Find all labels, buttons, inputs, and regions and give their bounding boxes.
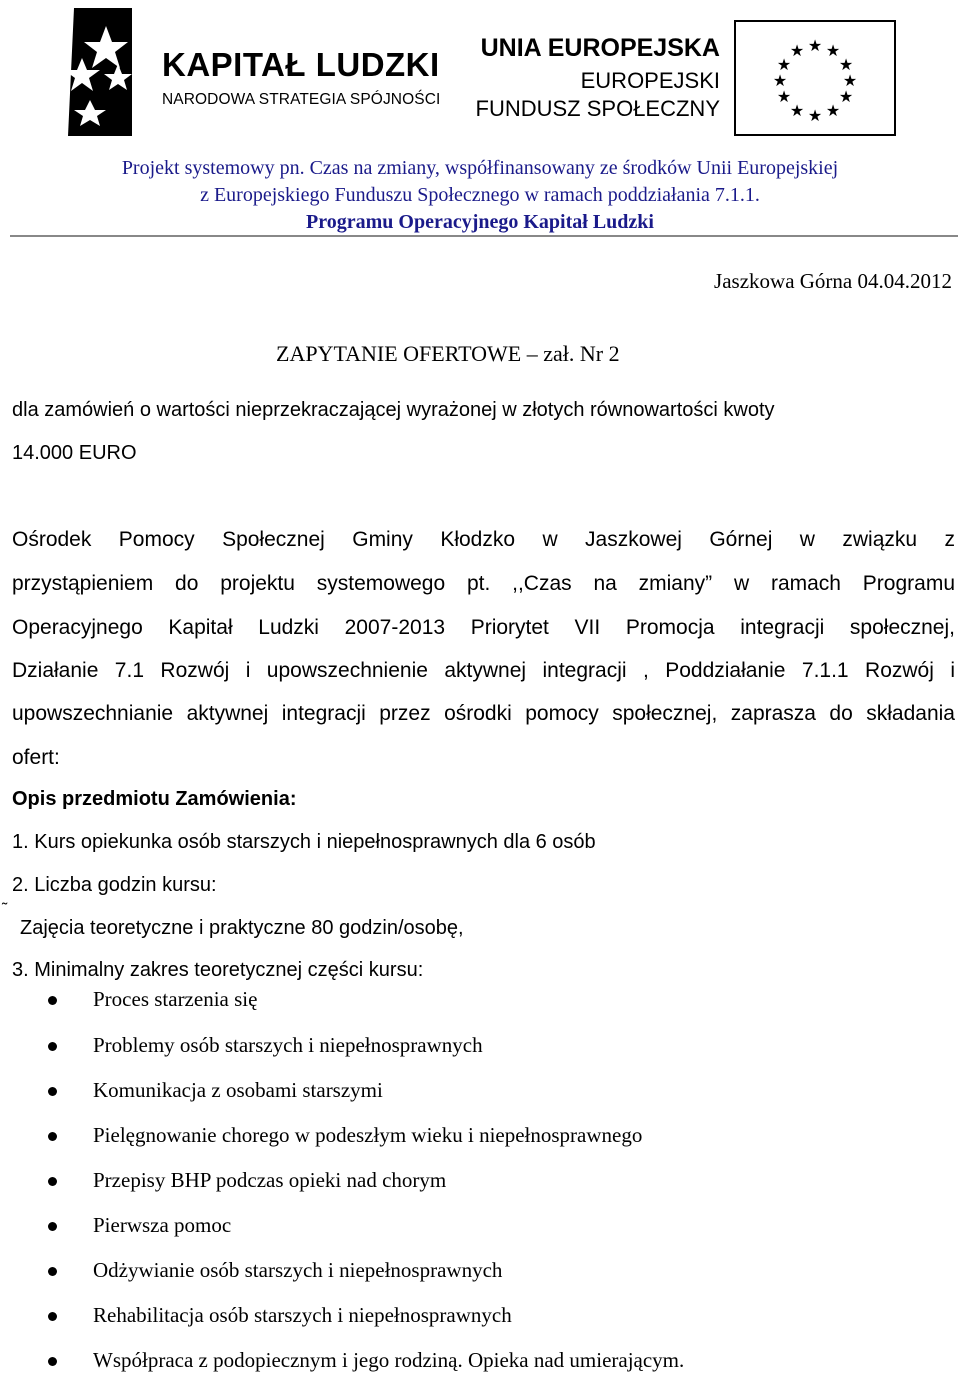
- item-3: 3. Minimalny zakres teoretycznej części kursu:: [12, 959, 424, 981]
- list-item-text: Problemy osób starszych i niepełnosprawnych: [93, 1033, 483, 1057]
- header-line-3: Programu Operacyjnego Kapitał Ludzki: [306, 211, 654, 233]
- bullet-icon: [48, 1042, 57, 1051]
- bullet-icon: [48, 1312, 57, 1321]
- svg-text:★: ★: [789, 101, 805, 120]
- list-item-text: Odżywianie osób starszych i niepełnosprawnych: [93, 1258, 503, 1282]
- kapital-ludzki-title: KAPITAŁ LUDZKI: [162, 46, 440, 83]
- svg-text:★: ★: [838, 55, 854, 74]
- subtitle-line-2: 14.000 EURO: [12, 442, 137, 464]
- svg-text:★: ★: [789, 41, 805, 60]
- svg-text:★: ★: [807, 36, 823, 55]
- intro-line-3: Operacyjnego Kapitał Ludzki 2007-2013 Priorytet VII Promocja integracji społecznej,: [12, 616, 955, 639]
- list-item-text: Komunikacja z osobami starszymi: [93, 1078, 383, 1102]
- eu-logo-line1: UNIA EUROPEJSKA: [480, 34, 720, 62]
- svg-text:★: ★: [807, 106, 823, 125]
- header-divider: [10, 235, 958, 237]
- intro-line-6: ofert:: [12, 746, 60, 769]
- place-date: Jaszkowa Górna 04.04.2012: [714, 269, 952, 293]
- list-item-text: Proces starzenia się: [93, 987, 258, 1011]
- eu-logo-line3: FUNDUSZ SPOŁECZNY: [475, 96, 720, 121]
- list-item-text: Pielęgnowanie chorego w podeszłym wieku i niepełnosprawnego: [93, 1123, 643, 1147]
- bullet-icon: [48, 1132, 57, 1141]
- svg-text:★: ★: [825, 41, 841, 60]
- intro-line-2: przystąpieniem do projektu systemowego pt. ,,Czas na zmiany” w ramach Programu: [12, 572, 955, 595]
- bullet-icon: [48, 1357, 57, 1366]
- hours-line: Zajęcia teoretyczne i praktyczne 80 godzin/osobę,: [20, 917, 464, 939]
- section-heading: Opis przedmiotu Zamówienia:: [12, 788, 297, 810]
- list-item-text: Pierwsza pomoc: [93, 1213, 232, 1237]
- svg-text:★: ★: [842, 71, 858, 90]
- list-item-text: Przepisy BHP podczas opieki nad chorym: [93, 1168, 447, 1192]
- intro-line-5: upowszechnianie aktywnej integracji przez ośrodki pomocy społecznej, zaprasza do składania: [12, 702, 955, 725]
- header-line-1: Projekt systemowy pn. Czas na zmiany, współfinansowany ze środków Unii Europejskiej: [121, 157, 839, 179]
- intro-line-4: Działanie 7.1 Rozwój i upowszechnienie aktywnej integracji , Poddziałanie 7.1.1 Rozwój i: [12, 659, 955, 682]
- item-1: 1. Kurs opiekunka osób starszych i niepełnosprawnych dla 6 osób: [12, 831, 596, 853]
- svg-text:★: ★: [838, 87, 854, 106]
- bullet-icon: [48, 1222, 57, 1231]
- eu-logo-line2: EUROPEJSKI: [580, 68, 720, 93]
- bullet-icon: [48, 1267, 57, 1276]
- intro-line-1: Ośrodek Pomocy Społecznej Gminy Kłodzko w Jaszkowej Górnej w związku z: [12, 528, 955, 551]
- bullet-icon: [48, 1087, 57, 1096]
- kapital-ludzki-subtitle: NARODOWA STRATEGIA SPÓJNOŚCI: [162, 91, 441, 108]
- subtitle-line-1: dla zamówień o wartości nieprzekraczającej wyrażonej w złotych równowartości kwoty: [12, 399, 775, 421]
- list-item-text: Współpraca z podopiecznym i jego rodziną. Opieka nad umierającym.: [93, 1348, 685, 1372]
- bullet-icon: [48, 996, 57, 1005]
- eu-logo: [475, 20, 906, 140]
- document-title: ZAPYTANIE OFERTOWE – zał. Nr 2: [276, 341, 620, 366]
- item-2: 2. Liczba godzin kursu:: [12, 874, 217, 896]
- bullet-icon: [48, 1177, 57, 1186]
- svg-text:★: ★: [776, 55, 792, 74]
- header-line-2: z Europejskiego Funduszu Społecznego w ramach poddziałania 7.1.1.: [200, 184, 760, 206]
- eu-flag-icon: [734, 20, 896, 136]
- svg-text:★: ★: [776, 87, 792, 106]
- kapital-ludzki-logo: [62, 4, 442, 138]
- svg-text:★: ★: [772, 71, 788, 90]
- tilde-mark: ˜: [2, 901, 8, 918]
- svg-text:★: ★: [825, 101, 841, 120]
- list-item-text: Rehabilitacja osób starszych i niepełnosprawnych: [93, 1303, 512, 1327]
